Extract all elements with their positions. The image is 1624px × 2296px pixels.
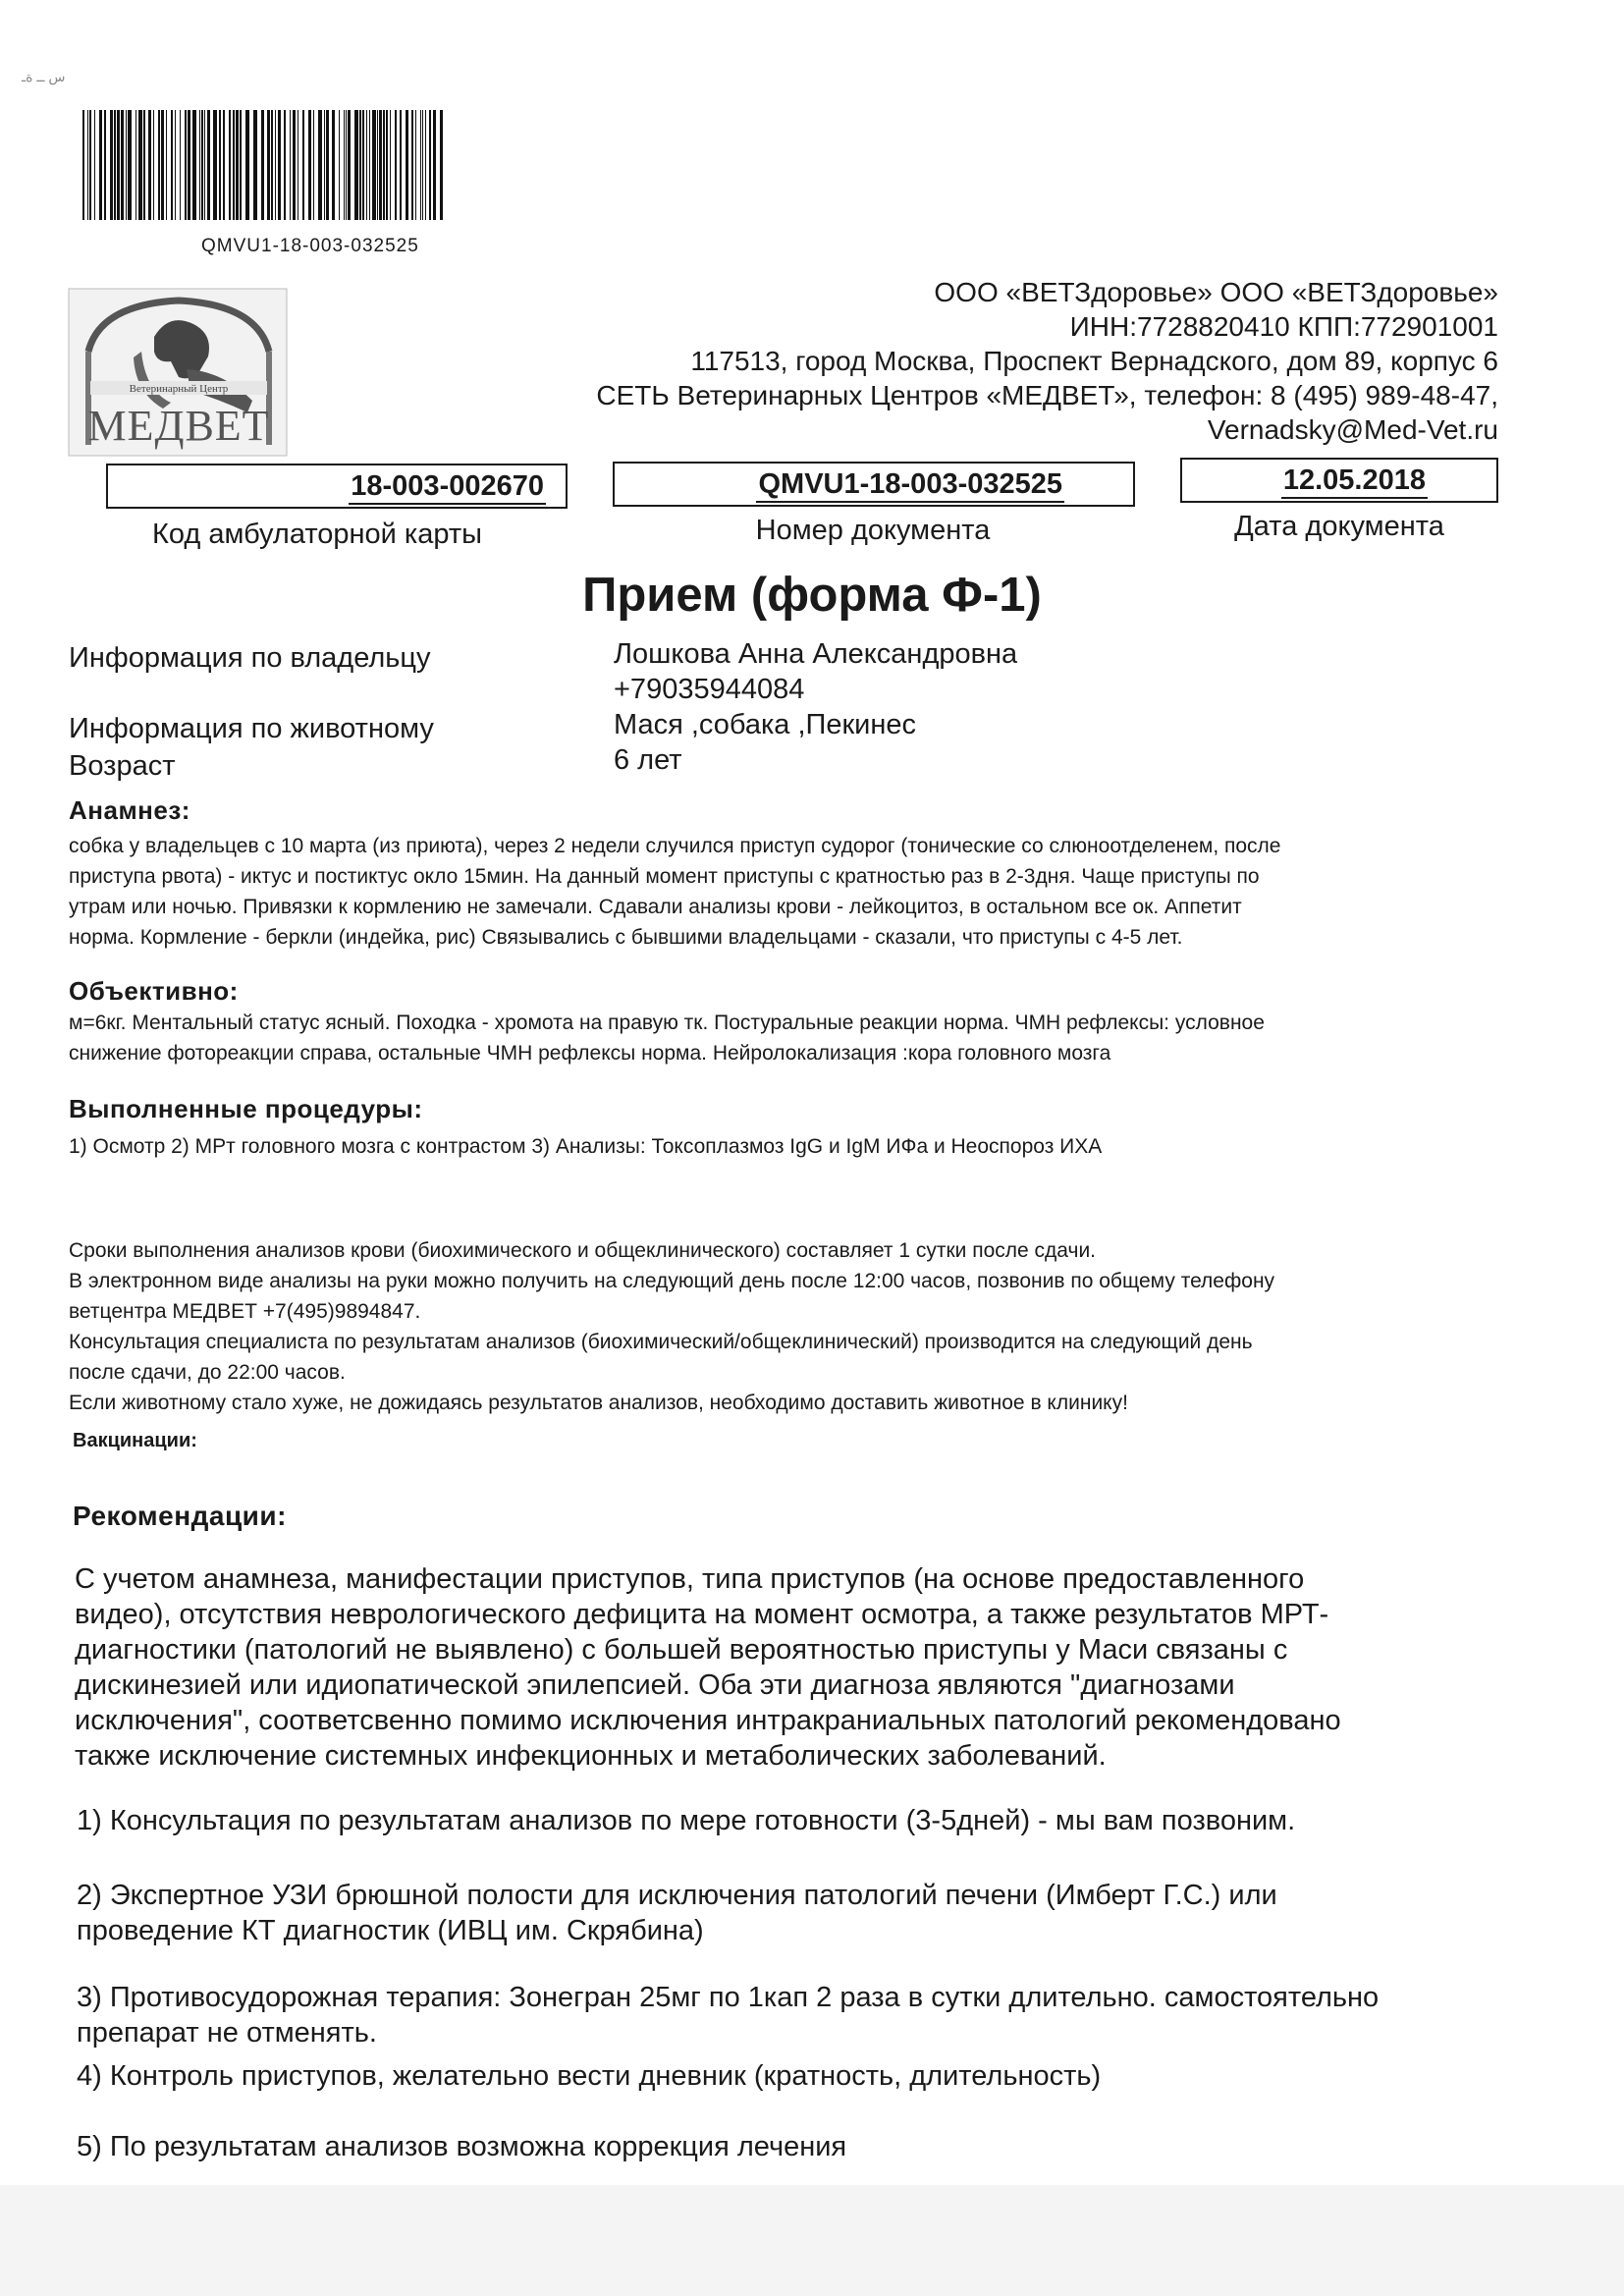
page-title: Прием (форма Ф-1)	[582, 569, 1042, 622]
recommendation-line: С учетом анамнеза, манифестации приступов, типа приступов (на основе предоставленного	[75, 1563, 1305, 1595]
anamnesis-heading: Анамнез:	[69, 795, 190, 825]
logo-caption-small: Ветеринарный Центр	[129, 383, 229, 395]
doc-number-label: Номер документа	[755, 515, 991, 546]
recommendation-item-line: препарат не отменять.	[77, 2017, 377, 2049]
recommendation-line: диагностики (патологий не выявлено) с большей вероятностью приступы у Маси связаны с	[75, 1634, 1288, 1666]
recommendation-item	[77, 1980, 1516, 2050]
notice-line: Сроки выполнения анализов крови (биохимического и общеклинического) составляет 1 сутки после сдачи.	[69, 1239, 1097, 1262]
procedures-heading: Выполненные процедуры:	[69, 1094, 423, 1123]
doc-number-value: QMVU1-18-003-032525	[756, 468, 1064, 503]
company-phone: СЕТЬ Ветеринарных Центров «МЕДВЕТ», телефон: 8 (495) 989-48-47,	[596, 380, 1498, 410]
anamnesis-text	[69, 831, 1502, 953]
recommendation-item-line: 5) По результатам анализов возможна коррекция лечения	[77, 2131, 847, 2162]
handwritten-mark: س ــ ةـ	[22, 69, 66, 84]
age-label: Возраст	[69, 750, 176, 782]
owner-phone: +79035944084	[614, 674, 805, 705]
recommendations-heading: Рекомендации:	[73, 1501, 287, 1531]
page-bottom-edge	[0, 2185, 1624, 2296]
animal-info-value: Мася ,собака ,Пекинес	[614, 709, 917, 740]
anamnesis-line: норма. Кормление - беркли (индейка, рис) Связывались с бывшими владельцами - сказали, что приступы с 4-5 лет.	[69, 926, 1183, 949]
recommendation-line: исключения", соответсвенно помимо исключения интракраниальных патологий рекомендовано	[75, 1705, 1341, 1736]
objective-text	[69, 1008, 1502, 1068]
company-info	[320, 275, 1498, 447]
objective-line: м=6кг. Ментальный статус ясный. Походка - хромота на правую тк. Постуральные реакции норма. ЧМН рефлексы: условное	[69, 1011, 1265, 1034]
vaccination-label: Вакцинации:	[73, 1430, 197, 1451]
recommendation-item	[77, 1803, 1516, 1838]
doc-number-box	[613, 462, 1135, 507]
objective-heading: Объективно:	[69, 976, 239, 1006]
notice-line: В электронном виде анализы на руки можно получить на следующий день после 12:00 часов, позвонив по общему телефону	[69, 1270, 1275, 1292]
company-email: Vernadsky@Med-Vet.ru	[1207, 414, 1498, 445]
company-address: 117513, город Москва, Проспект Вернадского, дом 89, корпус 6	[690, 346, 1498, 376]
notice-line: Консультация специалиста по результатам анализов (биохимический/общеклинический) производится на следующий день	[69, 1331, 1253, 1353]
animal-info-label: Информация по животному	[69, 713, 434, 744]
company-tax-ids: ИНН:7728820410 КПП:772901001	[1069, 311, 1498, 342]
company-name: ООО «ВЕТЗдоровье» ООО «ВЕТЗдоровье»	[934, 277, 1498, 307]
card-code-box	[106, 464, 568, 509]
doc-date-box	[1180, 458, 1498, 503]
recommendation-item-line: 2) Экспертное УЗИ брюшной полости для исключения патологий печени (Имберт Г.С.) или	[77, 1880, 1277, 1911]
anamnesis-line: собка у владельцев с 10 марта (из приюта), через 2 недели случился приступ судорог (тонические со слюноотделенем, после	[69, 835, 1281, 857]
logo-caption-big: МЕДВЕТ	[87, 402, 270, 450]
recommendation-item-line: проведение КТ диагностик (ИВЦ им. Скрябина)	[77, 1915, 704, 1946]
medvet-logo	[61, 283, 297, 462]
card-code-value: 18-003-002670	[349, 470, 546, 505]
recommendation-line: дискинезией или идиопатической эпилепсией. Оба эти диагноза являются "диагнозами	[75, 1669, 1235, 1701]
anamnesis-line: утрам или ночью. Привязки к кормлению не замечали. Сдавали анализы крови - лейкоцитоз, в остальном все ок. Аппетит	[69, 896, 1242, 918]
barcode-image	[82, 110, 448, 220]
procedures-text: 1) Осмотр 2) МРт головного мозга с контрастом 3) Анализы: Токсоплазмоз IgG и IgM ИФа и Неоспороз ИХА	[69, 1135, 1103, 1158]
anamnesis-line: приступа рвота) - иктус и постиктус окло 15мин. На данный момент приступы с кратностью раз в 2-3дня. Чаще приступы по	[69, 865, 1260, 888]
owner-name: Лошкова Анна Александровна	[614, 638, 1018, 670]
notice-line: после сдачи, до 22:00 часов.	[69, 1361, 346, 1384]
recommendation-item-line: 4) Контроль приступов, желательно вести дневник (кратность, длительность)	[77, 2060, 1102, 2092]
notice-line: ветцентра МЕДВЕТ +7(495)9894847.	[69, 1300, 421, 1323]
recommendation-item-line: 3) Противосудорожная терапия: Зонегран 25мг по 1кап 2 раза в сутки длительно. самостоятельно	[77, 1982, 1380, 2013]
doc-date-label: Дата документа	[1234, 511, 1444, 542]
recommendation-item-line: 1) Консультация по результатам анализов по мере готовности (3-5дней) - мы вам позвоним.	[77, 1805, 1296, 1836]
recommendation-item	[77, 2129, 1516, 2164]
recommendation-item	[77, 1878, 1516, 1948]
notice-line: Если животному стало хуже, не дожидаясь результатов анализов, необходимо доставить животное в клинику!	[69, 1392, 1128, 1414]
barcode-number: QMVU1-18-003-032525	[201, 236, 419, 256]
recommendations-intro	[75, 1561, 1514, 1774]
doc-date-value: 12.05.2018	[1281, 465, 1428, 499]
recommendation-line: также исключение системных инфекционных и метаболических заболеваний.	[75, 1740, 1107, 1772]
age-value: 6 лет	[614, 744, 682, 776]
owner-info-label: Информация по владельцу	[69, 642, 431, 674]
objective-line: снижение фотореакции справа, остальные ЧМН рефлексы норма. Нейролокализация :кора головного мозга	[69, 1042, 1111, 1065]
card-code-label: Код амбулаторной карты	[151, 519, 483, 550]
recommendation-line: видео), отсутствия неврологического дефицита на момент осмотра, а также результатов МРТ-	[75, 1599, 1329, 1630]
recommendation-item	[77, 2058, 1516, 2094]
analysis-notice	[69, 1235, 1502, 1418]
